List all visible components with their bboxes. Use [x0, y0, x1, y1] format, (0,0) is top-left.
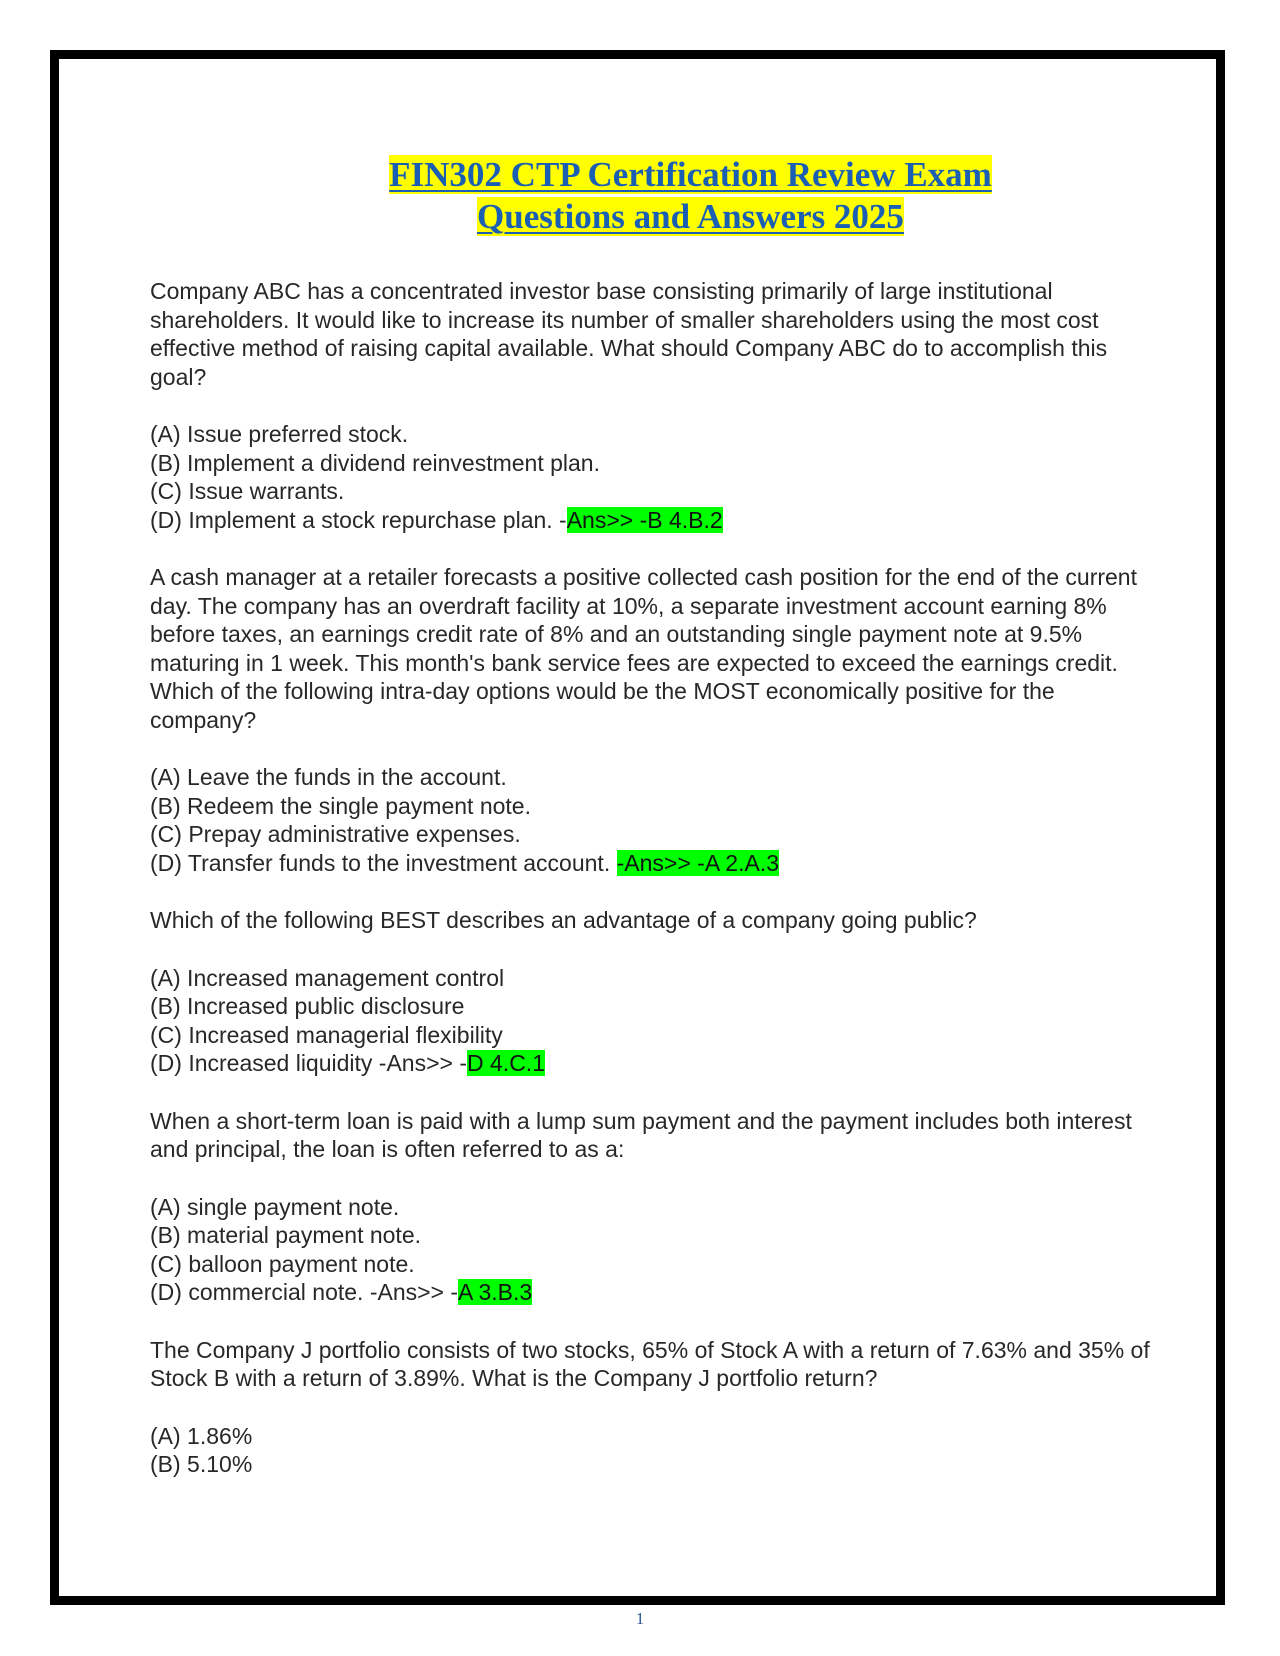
page-number: 1	[635, 1609, 645, 1628]
question-3-option-d: (D) Increased liquidity -Ans>> -D 4.C.1	[150, 1050, 545, 1076]
question-1-answer: Ans>> -B 4.B.2	[566, 506, 723, 533]
question-2-option-c: (C) Prepay administrative expenses.	[150, 821, 521, 847]
question-1-option-b: (B) Implement a dividend reinvestment plan.	[150, 449, 600, 476]
page-border	[50, 50, 1225, 1605]
question-3-option-b: (B) Increased public disclosure	[150, 993, 465, 1019]
question-1-text: Company ABC has a concentrated investor base consisting primarily of large institutional shareholders. It would like to increase its number of smaller shareholders using the most cost effective method of raising capital available. What should Company ABC do to accomplish this goal?	[150, 278, 1108, 390]
question-3-answer: D 4.C.1	[467, 1050, 545, 1076]
question-3-text: Which of the following BEST describes an advantage of a company going public?	[150, 907, 977, 933]
question-1-option-d: (D) Implement a stock repurchase plan. -Ans>> -B 4.B.2	[150, 506, 723, 533]
question-4-answer: A 3.B.3	[458, 1279, 533, 1305]
document-title	[59, 154, 1234, 238]
question-5-text: The Company J portfolio consists of two stocks, 65% of Stock A with a return of 7.63% and 35% of Stock B with a return of 3.89%. What is the Company J portfolio return?	[150, 1336, 1150, 1391]
question-4-text: When a short-term loan is paid with a lump sum payment and the payment includes both interest and principal, the loan is often referred to as a:	[150, 1107, 1132, 1162]
question-1-option-a: (A) Issue preferred stock.	[150, 421, 409, 447]
question-5-option-a: (A) 1.86%	[150, 1422, 253, 1449]
question-5-option-b: (B) 5.10%	[150, 1451, 253, 1477]
question-2-option-a: (A) Leave the funds in the account.	[150, 764, 507, 790]
questions-content	[150, 277, 1160, 1479]
question-4-option-d: (D) commercial note. -Ans>> -A 3.B.3	[150, 1279, 533, 1305]
question-2-answer: -Ans>> -A 2.A.3	[616, 849, 779, 876]
question-3-option-a: (A) Increased management control	[150, 964, 505, 991]
title-line-2: Questions and Answers 2025	[477, 197, 904, 236]
question-1-option-c: (C) Issue warrants.	[150, 478, 345, 504]
question-4-option-b: (B) material payment note.	[150, 1222, 422, 1248]
question-4-option-c: (C) balloon payment note.	[150, 1250, 415, 1277]
question-3-option-c: (C) Increased managerial flexibility	[150, 1021, 503, 1048]
question-2-option-b: (B) Redeem the single payment note.	[150, 792, 531, 819]
question-2-option-d: (D) Transfer funds to the investment account. -Ans>> -A 2.A.3	[150, 849, 779, 876]
question-2-text: A cash manager at a retailer forecasts a positive collected cash position for the end of the current day. The company has an overdraft facility at 10%, a separate investment account earning 8% before taxes, an earnings credit rate of 8% and an outstanding single payment note at 9.5% maturing in 1 week. This month's bank service fees are expected to exceed the earnings credit. Which of the following intra-day options would be the MOST economically positive for the company?	[150, 564, 1137, 733]
question-4-option-a: (A) single payment note.	[150, 1193, 400, 1220]
title-line-1: FIN302 CTP Certification Review Exam	[389, 155, 992, 194]
